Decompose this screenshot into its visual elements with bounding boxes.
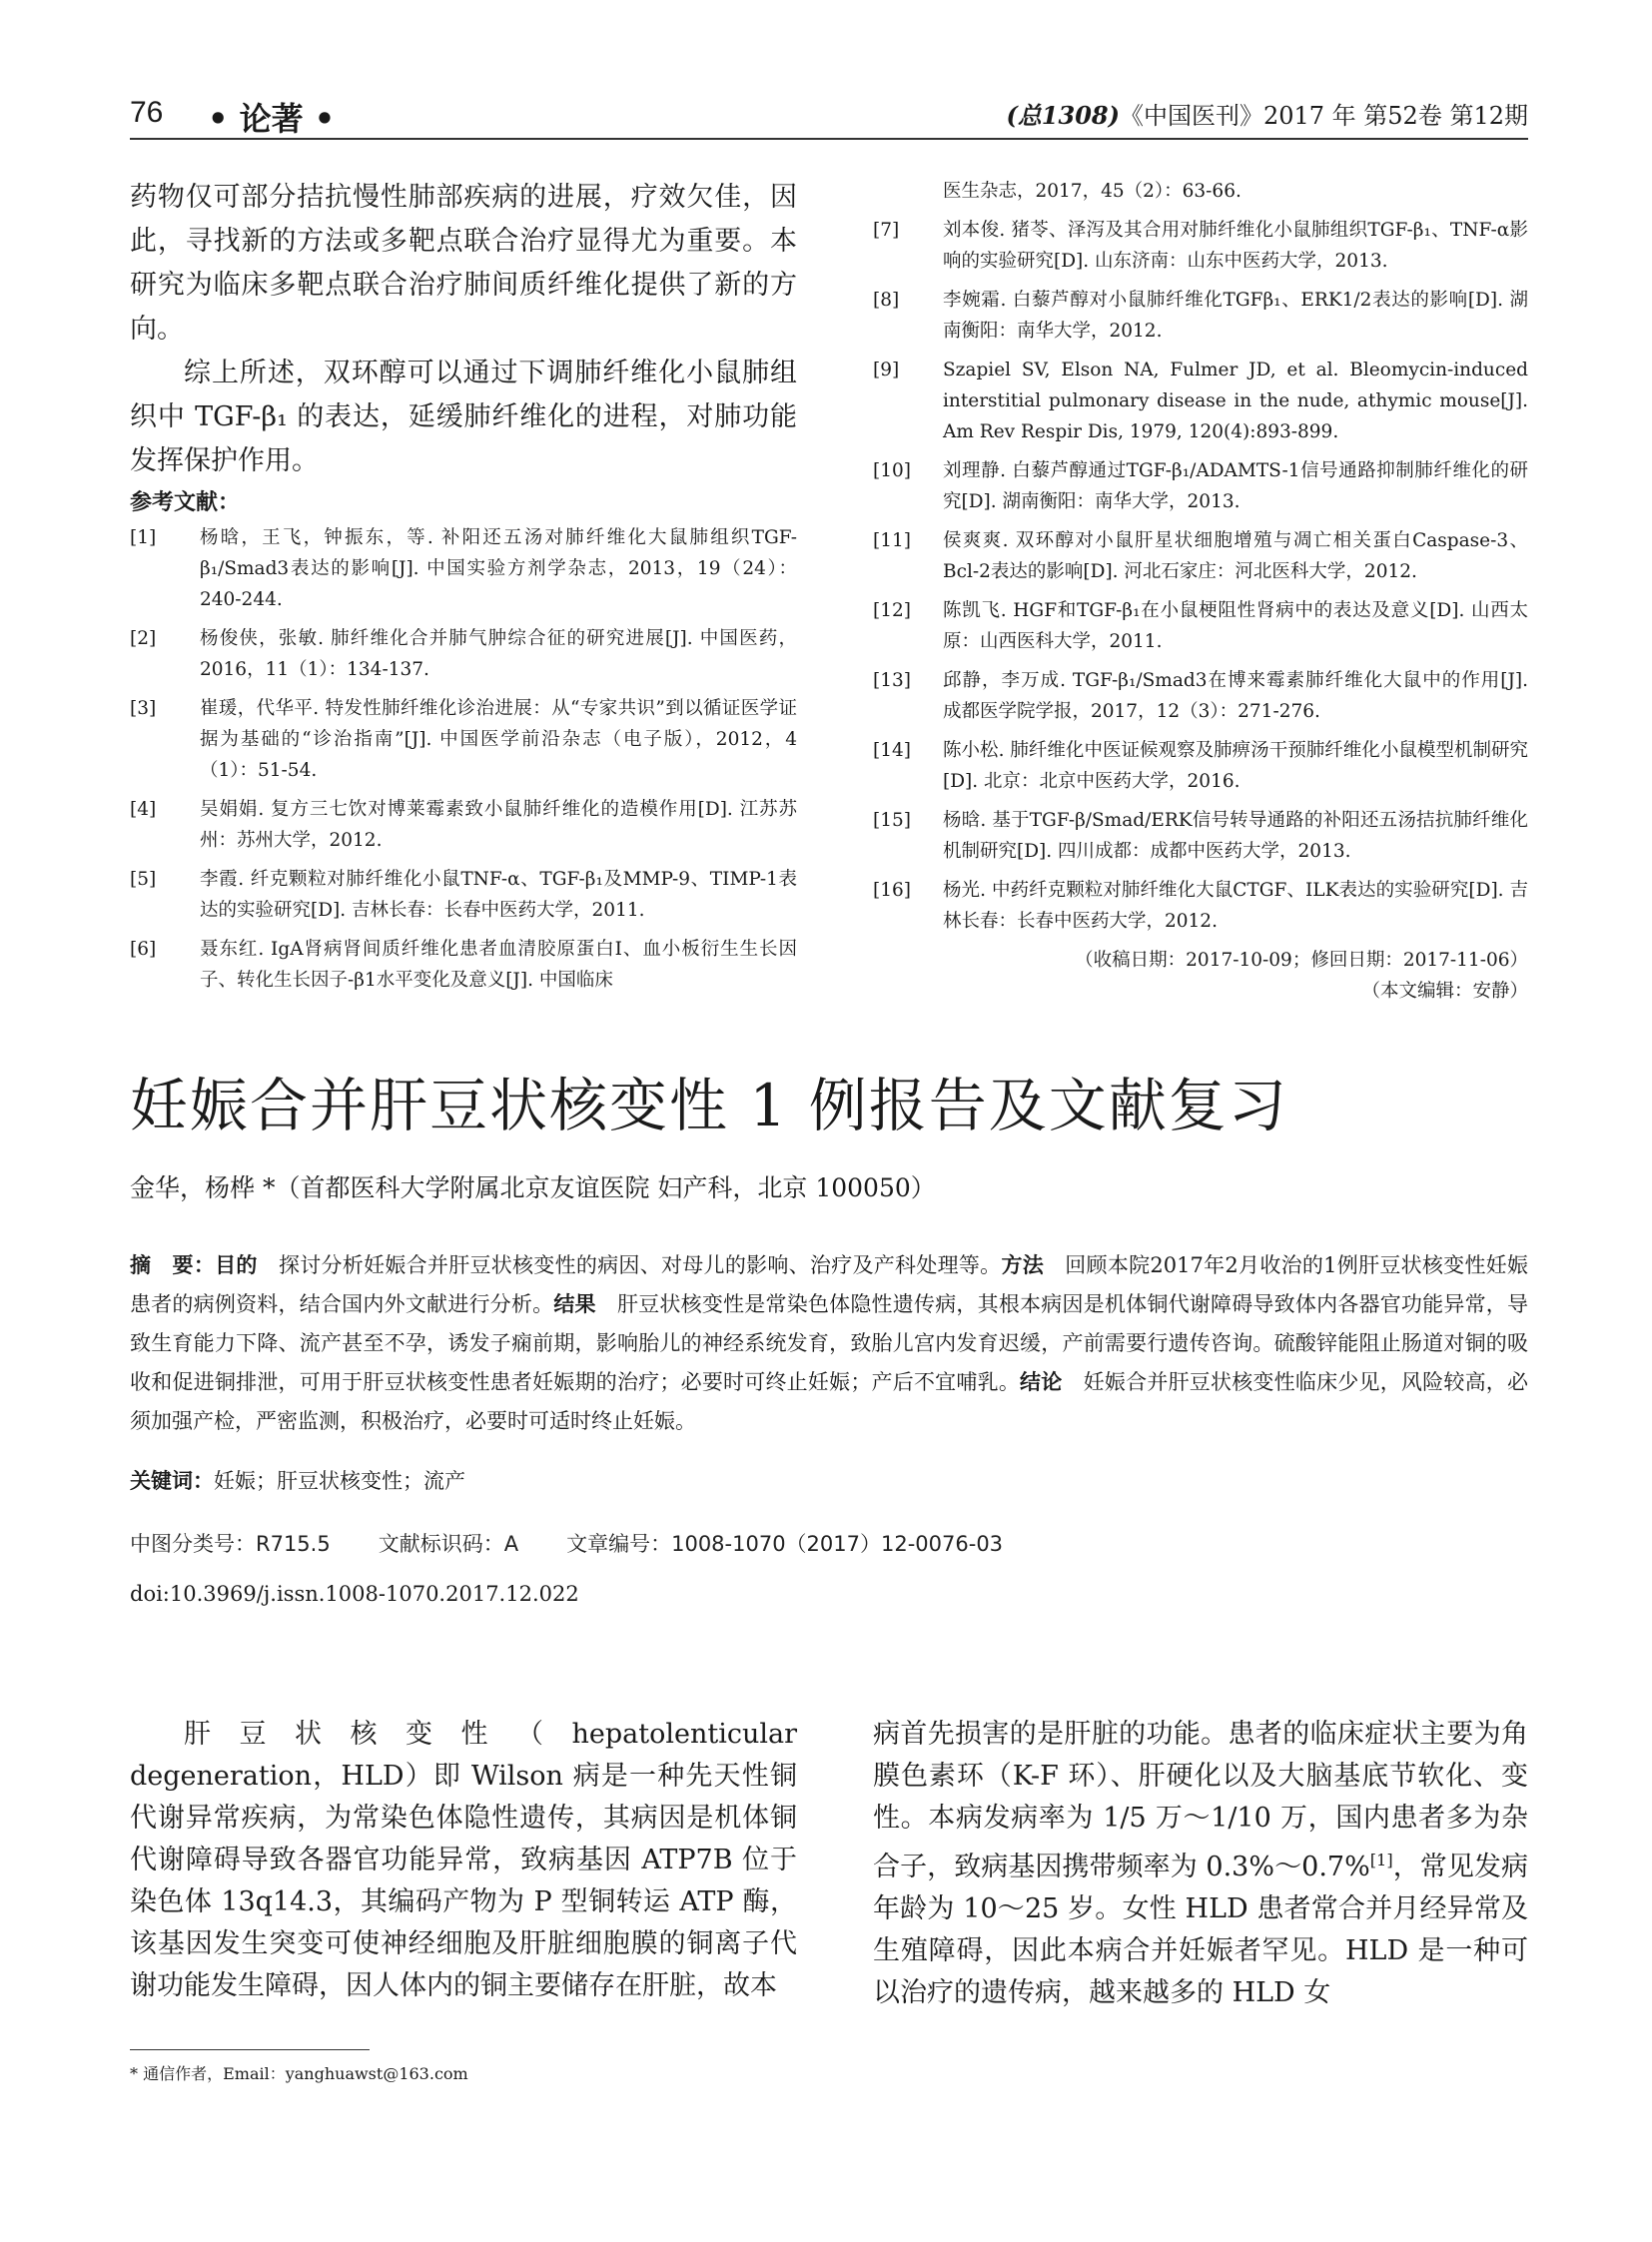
reference-list [873,215,1528,937]
reference-text: 侯爽爽. 双环醇对小鼠肝星状细胞增殖与凋亡相关蛋白Caspase-3、Bcl-2表达的影响[D]. 河北石家庄：河北医科大学，2012. [943,530,1528,582]
journal-issue-total: (总1308) [1006,101,1120,130]
reference-text: 刘本俊. 猪苓、泽泻及其合用对肺纤维化小鼠肺组织TGF-β₁、TNF-α影响的实验研究[D]. 山东济南：山东中医药大学，2013. [943,220,1528,272]
reference-item [130,934,797,996]
reference-text: 聂东红. IgA肾病肾间质纤维化患者血清胶原蛋白I、血小板衍生生长因子、转化生长因子-β1水平变化及意义[J]. 中国临床 [200,939,797,991]
reference-number: [13] [873,670,911,691]
citation-ref: [1] [1369,1851,1393,1869]
reference-text: 刘理静. 白藜芦醇通过TGF-β₁/ADAMTS-1信号通路抑制肺纤维化的研究[D]. 湖南衡阳：南华大学，2013. [943,460,1528,512]
abstract-label: 摘 要： [130,1253,216,1277]
reference-number: [11] [873,530,911,551]
conclusion-label: 结论 [1020,1370,1063,1394]
reference-item [130,794,797,856]
reference-text: Szapiel SV, Elson NA, Fulmer JD, et al. Bleomycin-induced interstitial pulmonary disease in the nude, athymic mouse[J]. Am Rev Respir Dis, 1979, 120(4):893-899. [943,360,1528,442]
reference-item [873,595,1528,657]
top-left-column [130,176,797,1004]
keywords [130,1465,465,1495]
reference-number: [2] [130,628,157,649]
reference-number: [6] [130,939,157,960]
conclusion-text: 妊娠合并肝豆状核变性临床少见，风险较高，必须加强产检，严密监测，积极治疗，必要时可适时终止妊娠。 [130,1370,1529,1433]
reference-item [873,665,1528,727]
reference-text: 崔瑗，代华平. 特发性肺纤维化诊治进展：从“专家共识”到以循证医学证据为基础的“诊治指南”[J]. 中国医学前沿杂志（电子版），2012，4（1）：51-54. [200,698,797,781]
method-text: 回顾本院2017年2月收治的1例肝豆状核变性妊娠患者的病例资料，结合国内外文献进行分析。 [130,1253,1529,1316]
method-label: 方法 [1001,1253,1044,1277]
keywords-label: 关键词： [130,1469,214,1493]
reference-item [873,525,1528,587]
reference-text: 杨晗，王飞，钟振东，等. 补阳还五汤对肺纤维化大鼠肺组织TGF-β₁/Smad3表达的影响[J]. 中国实验方剂学杂志，2013，19（24）：240-244. [200,527,797,610]
result-label: 结果 [553,1292,596,1316]
journal-info [1006,96,1528,131]
aim-text: 探讨分析妊娠合并肝豆状核变性的病因、对母儿的影响、治疗及产科处理等。 [278,1253,1002,1277]
abstract [130,1246,1528,1441]
body-text: ，常见发病年龄为 10～25 岁。女性 HLD 患者常合并月经异常及生殖障碍，因此本病合并妊娠者罕见。HLD 是一种可以治疗的遗传病，越来越多的 HLD 女 [873,1852,1528,2008]
body-text: 病首先损害的是肝脏的功能。患者的临床症状主要为角膜色素环（K-F 环）、肝硬化以及大脑基底节软化、变性。本病发病率为 1/5 万～1/10 万，国内患者多为杂合子，致病基因携带频率为 0.3%～0.7% [873,1719,1528,1882]
reference-number: [10] [873,460,911,481]
reference-item [873,735,1528,797]
reference-text: 邱静，李万成. TGF-β₁/Smad3在博来霉素肺纤维化大鼠中的作用[J]. 成都医学院学报，2017，12（3）：271-276. [943,670,1528,722]
editor-credit: （本文编辑：安静） [1361,981,1528,1002]
reference-number: [15] [873,810,911,831]
clc-number: 中图分类号：R715.5 [130,1532,331,1556]
reference-item [130,864,797,926]
body-right-column [873,1714,1528,2014]
reference-item [873,285,1528,347]
reference-number: [1] [130,527,157,548]
reference-number: [16] [873,880,911,901]
received-dates: （收稿日期：2017-10-09；修回日期：2017-11-06） [1075,950,1528,971]
reference-text: 李婉霜. 白藜芦醇对小鼠肺纤维化TGFβ₁、ERK1/2表达的影响[D]. 湖南衡阳：南华大学，2012. [943,290,1528,342]
article-number: 文章编号：1008-1070（2017）12-0076-03 [566,1532,1004,1556]
top-right-column [873,176,1528,1007]
body-paragraph: 肝豆状核变性（hepatolenticular degeneration，HLD）即 Wilson 病是一种先天性铜代谢异常疾病，为常染色体隐性遗传，其病因是机体铜代谢障碍导致各器官功能异常，致病基因 ATP7B 位于染色体 13q14.3，其编码产物为 P 型铜转运 ATP 酶，该基因发生突变可使神经细胞及肝脏细胞膜的铜离子代谢功能发生障碍，因人体内的铜主要储存在肝脏，故本 [130,1719,797,2001]
reference-number: [9] [873,360,900,380]
reference-item [130,522,797,615]
reference-number: [5] [130,869,157,890]
reference-item [873,875,1528,937]
footnote-rule [130,2049,370,2050]
conclusion-paragraph: 综上所述，双环醇可以通过下调肺纤维化小鼠肺组织中 TGF-β₁ 的表达，延缓肺纤维化的进程，对肺功能发挥保护作用。 [130,358,797,476]
page-number: 76 [130,96,164,129]
reference-item [873,215,1528,277]
authors-affiliation: 金华，杨桦 *（首都医科大学附属北京友谊医院 妇产科，北京 100050） [130,1173,936,1202]
reference-list [130,522,797,996]
reference-text: 李霞. 纤克颗粒对肺纤维化小鼠TNF-α、TGF-β₁及MMP-9、TIMP-1表达的实验研究[D]. 吉林长春：长春中医药大学，2011. [200,869,797,921]
reference-number: [14] [873,740,911,761]
keywords-text: 妊娠；肝豆状核变性；流产 [214,1469,465,1493]
reference-number: [8] [873,290,900,311]
section-tag: • 论著 • [208,100,336,138]
classification-line [130,1528,1003,1558]
running-header [130,96,1528,136]
header-rule [130,138,1528,140]
journal-citation: 《中国医刊》2017 年 第52卷 第12期 [1119,102,1528,130]
reference-continuation: 医生杂志，2017，45（2）：63-66. [943,181,1241,202]
body-paragraph: 药物仅可部分拮抗慢性肺部疾病的进展，疗效欠佳，因此，寻找新的方法或多靶点联合治疗显得尤为重要。本研究为临床多靶点联合治疗肺间质纤维化提供了新的方向。 [130,182,797,345]
reference-text: 杨俊侠，张敏. 肺纤维化合并肺气肿综合征的研究进展[J]. 中国医药，2016，11（1）：134-137. [200,628,797,680]
reference-number: [7] [873,220,900,241]
reference-item [873,805,1528,867]
reference-item [130,693,797,786]
corresponding-author-footnote: * 通信作者，Email：yanghuawst@163.com [130,2064,468,2083]
body-left-column [130,1714,797,2007]
result-text: 肝豆状核变性是常染色体隐性遗传病，其根本病因是机体铜代谢障碍导致体内各器官功能异常，导致生育能力下降、流产甚至不孕，诱发子痫前期，影响胎儿的神经系统发育，致胎儿宫内发育迟缓，产前需要行遗传咨询。硫酸锌能阻止肠道对铜的吸收和促进铜排泄，可用于肝豆状核变性患者妊娠期的治疗；必要时可终止妊娠；产后不宜哺乳。 [130,1292,1529,1394]
doi: doi:10.3969/j.issn.1008-1070.2017.12.022 [130,1582,579,1606]
reference-number: [12] [873,600,911,621]
reference-text: 陈凯飞. HGF和TGF-β₁在小鼠梗阻性肾病中的表达及意义[D]. 山西太原：山西医科大学，2011. [943,600,1528,652]
reference-item [130,623,797,685]
reference-item [873,455,1528,517]
document-code: 文献标识码：A [378,1532,519,1556]
body-paragraph [873,1714,1528,2014]
references-heading: 参考文献： [130,490,241,515]
reference-text: 杨光. 中药纤克颗粒对肺纤维化大鼠CTGF、ILK表达的实验研究[D]. 吉林长春：长春中医药大学，2012. [943,880,1528,932]
aim-label: 目的 [215,1253,258,1277]
article-title: 妊娠合并肝豆状核变性 1 例报告及文献复习 [130,1072,1288,1139]
reference-text: 陈小松. 肺纤维化中医证候观察及肺痹汤干预肺纤维化小鼠模型机制研究[D]. 北京：北京中医药大学，2016. [943,740,1528,792]
reference-number: [3] [130,698,157,719]
reference-item [873,355,1528,447]
reference-text: 吴娟娟. 复方三七饮对博莱霉素致小鼠肺纤维化的造模作用[D]. 江苏苏州：苏州大学，2012. [200,799,797,851]
reference-number: [4] [130,799,157,820]
reference-text: 杨晗. 基于TGF-β/Smad/ERK信号转导通路的补阳还五汤拮抗肺纤维化机制研究[D]. 四川成都：成都中医药大学，2013. [943,810,1528,862]
